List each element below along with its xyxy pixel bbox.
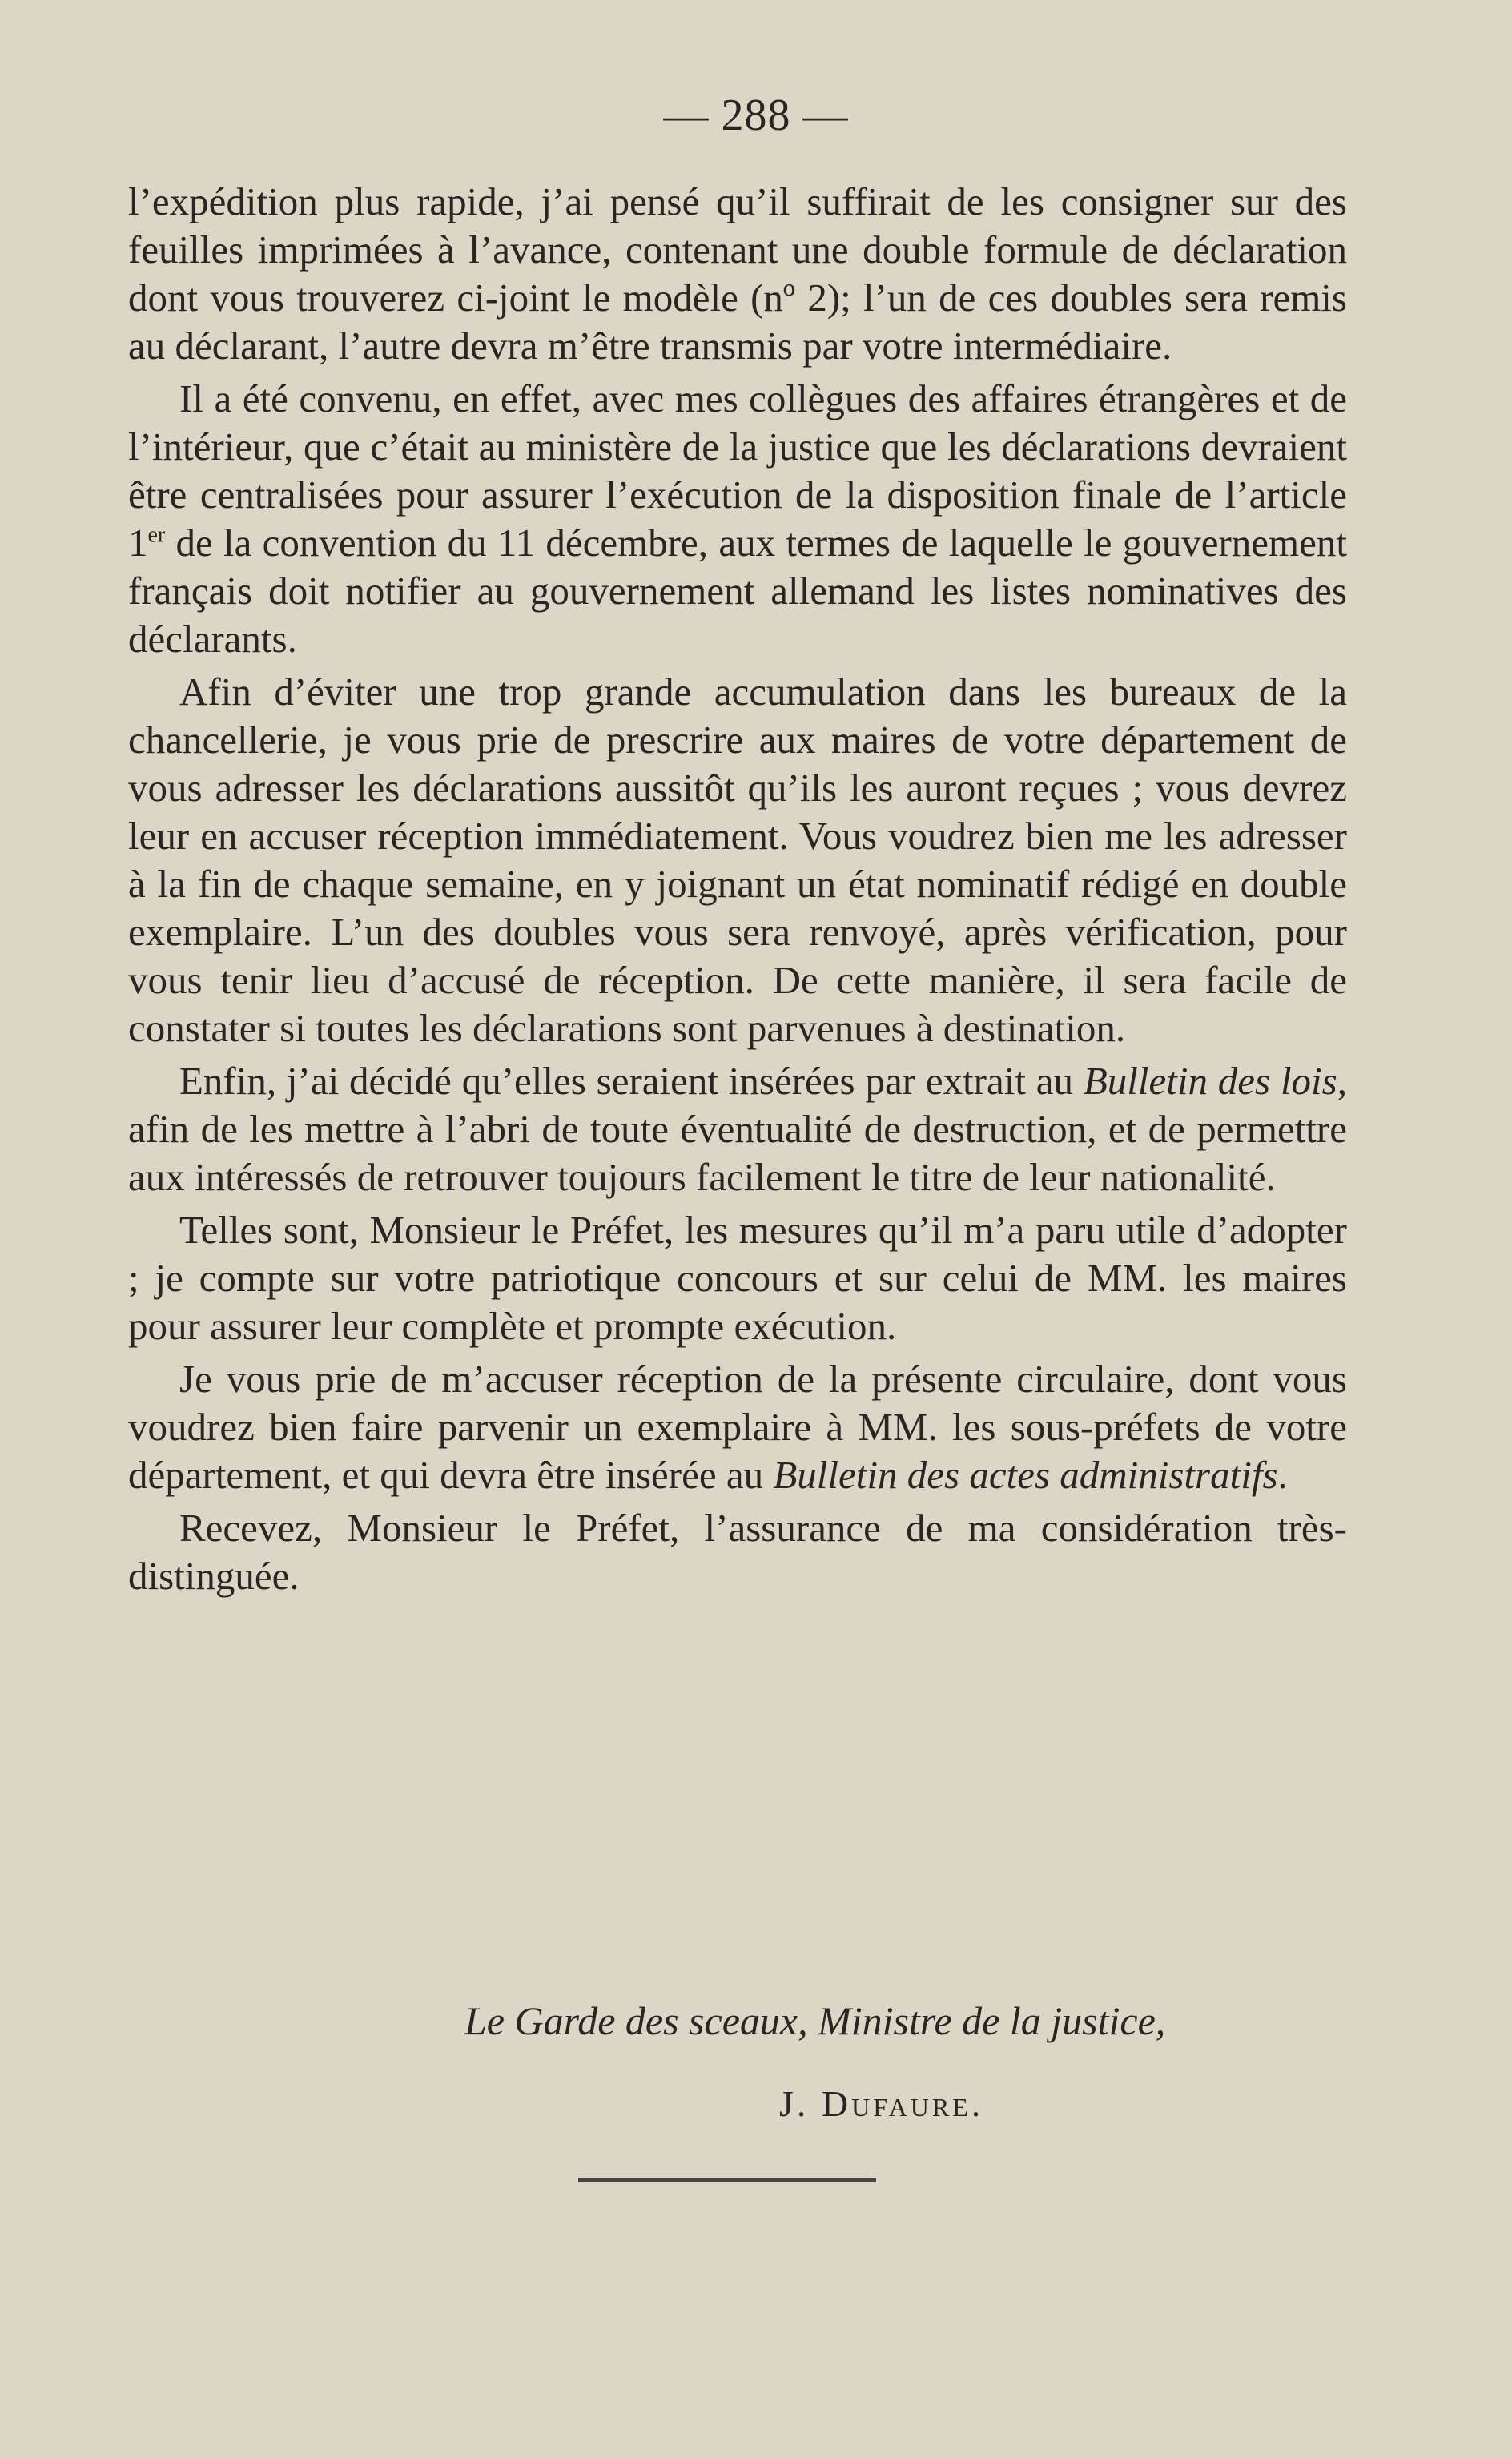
text-segment: Telles sont, Monsieur le Préfet, les mesures qu’il m’a paru utile d’adopter ; je compte sur votre patriotique concours et sur celui de MM. les maires pour assurer leur complète et prompte exécution. bbox=[128, 1208, 1347, 1348]
text-segment: . bbox=[1277, 1453, 1288, 1497]
text-segment: l’expédition plus rapide, j’ai pensé qu’il suffirait de les consigner sur des feuilles imprimées à l’avance, contenant une double formule de déclaration dont vous trouverez ci-joint le modèle (nº 2); l’un de ces doubles sera remis au déclarant, l’autre devra m’être transmis par votre intermédiaire. bbox=[128, 179, 1347, 368]
signature-name-initial: J. D bbox=[779, 2083, 852, 2124]
paragraph-p3 bbox=[128, 668, 1347, 1052]
paragraph-p5 bbox=[128, 1206, 1347, 1350]
paragraph-p6 bbox=[128, 1355, 1347, 1499]
italic-title: Bulletin des lois bbox=[1083, 1059, 1337, 1103]
text-segment: de la convention du 11 décembre, aux termes de laquelle le gouvernement français doit notifier au gouvernement allemand les listes nominatives des déclarants. bbox=[128, 521, 1347, 661]
signature-name-rest: ufaure. bbox=[851, 2083, 984, 2124]
text-segment: Je vous prie de m’accuser réception de la présente circulaire, dont vous voudrez bien faire parvenir un exemplaire à MM. les sous-préfets de votre département, et qui devra être insérée au bbox=[128, 1357, 1347, 1497]
italic-title: Bulletin des actes administratifs bbox=[773, 1453, 1278, 1497]
signature-role: Le Garde des sceaux, Ministre de la justice, bbox=[464, 1998, 1166, 2043]
page-number: — 288 — bbox=[663, 91, 849, 140]
text-segment: Enfin, j’ai décidé qu’elles seraient insérées par extrait au bbox=[179, 1059, 1084, 1103]
text-segment: Il a été convenu, en effet, avec mes collègues des affaires étrangères et de l’intérieur, que c’était au ministère de la justice que les déclarations devraient être centralisées pour assurer l’exécution de la disposition finale de l’article 1 bbox=[128, 376, 1347, 565]
closing-rule bbox=[578, 2178, 876, 2182]
signature-name bbox=[779, 2082, 983, 2125]
paragraph-p1 bbox=[128, 178, 1347, 370]
text-segment: Afin d’éviter une trop grande accumulation dans les bureaux de la chancellerie, je vous prie de prescrire aux maires de votre département de vous adresser les déclarations aussitôt qu’ils les auront reçues ; vous devrez leur en accuser réception immédiatement. Vous voudrez bien me les adresser à la fin de chaque semaine, en y joignant un état nominatif rédigé en double exemplaire. L’un des doubles vous sera renvoyé, après vérification, pour vous tenir lieu d’accusé de réception. De cette manière, il sera facile de constater si toutes les déclarations sont parvenues à destination. bbox=[128, 670, 1347, 1050]
paragraph-p2 bbox=[128, 375, 1347, 663]
paragraph-p4 bbox=[128, 1057, 1347, 1201]
text-segment: Recevez, Monsieur le Préfet, l’assurance de ma considération très-distinguée. bbox=[128, 1506, 1347, 1598]
text-segment: , afin de les mettre à l’abri de toute éventualité de destruction, et de permettre aux intéressés de retrouver toujours facilement le titre de leur nationalité. bbox=[128, 1059, 1347, 1199]
letter-body bbox=[128, 178, 1347, 1605]
paragraph-p7 bbox=[128, 1504, 1347, 1600]
superscript: er bbox=[147, 522, 166, 548]
